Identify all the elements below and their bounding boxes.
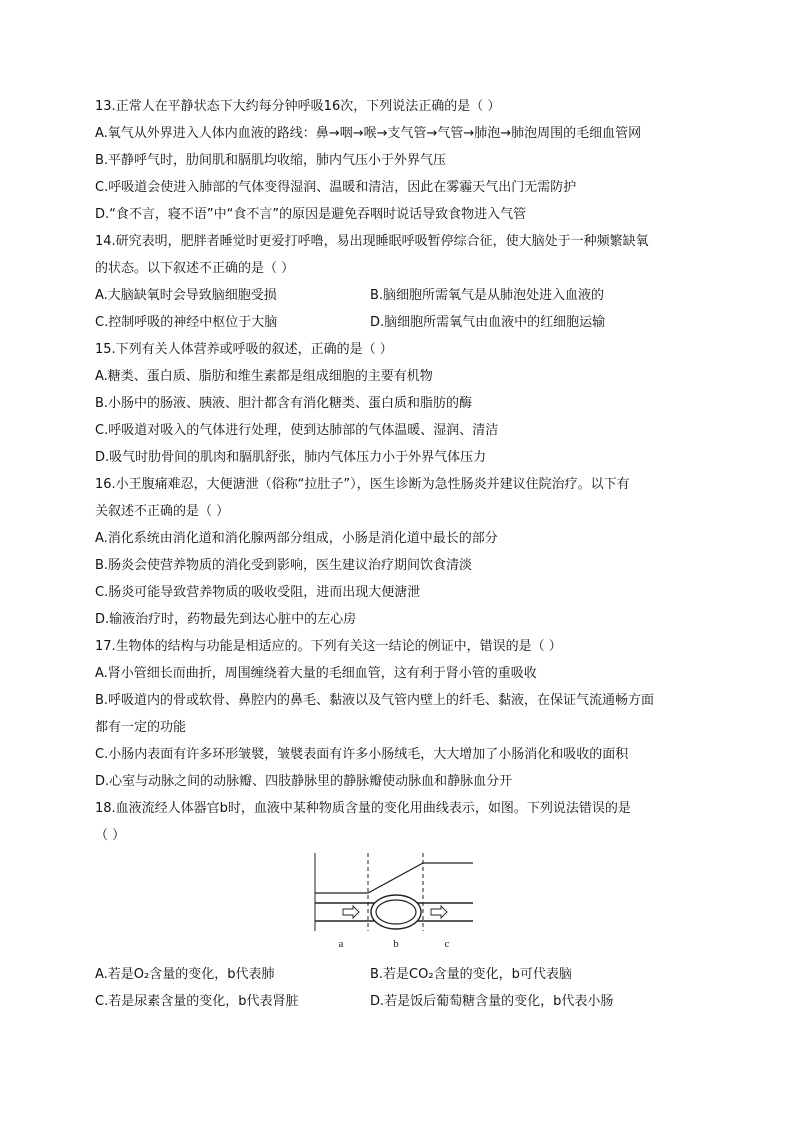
- q14-options-row2: [95, 309, 705, 336]
- flow-arrow-right: [431, 906, 447, 918]
- q14-option-b: B.脑细胞所需氧气是从肺泡处进入血液的: [370, 288, 605, 303]
- q14-stem-line2: 的状态。以下叙述不正确的是（ ）: [95, 261, 295, 276]
- q15-stem: 15.下列有关人体营养或呼吸的叙述，正确的是（ ）: [95, 342, 393, 357]
- q15-option-c: C.呼吸道对吸入的气体进行处理，使到达肺部的气体温暖、湿润、清洁: [95, 423, 499, 438]
- exam-page: [95, 93, 705, 1015]
- q14-option-d: D.脑细胞所需氧气由血液中的红细胞运输: [370, 315, 606, 330]
- q16-option-b: B.肠炎会使营养物质的消化受到影响，医生建议治疗期间饮食清淡: [95, 558, 473, 573]
- q14-option-c: C.控制呼吸的神经中枢位于大脑: [95, 315, 278, 330]
- substance-curve: [315, 863, 473, 893]
- q18-option-b: B.若是CO₂含量的变化，b可代表脑: [370, 967, 572, 982]
- q16-option-d: D.输液治疗时，药物最先到达心脏中的左心房: [95, 612, 357, 627]
- label-b: b: [393, 938, 399, 950]
- q18-options-row2: [95, 988, 705, 1015]
- q18-option-d: D.若是饭后葡萄糖含量的变化，b代表小肠: [370, 994, 614, 1009]
- q18-options-row1: [95, 961, 705, 988]
- flow-arrow-left: [343, 906, 359, 918]
- q16-option-c: C.肠炎可能导致营养物质的吸收受阻，进而出现大便溏泄: [95, 585, 421, 600]
- q14-option-a: A.大脑缺氧时会导致脑细胞受损: [95, 288, 277, 303]
- q16-stem-line1: 16.小王腹痛难忍，大便溏泄（俗称“拉肚子”），医生诊断为急性肠炎并建议住院治疗。以下有: [95, 477, 630, 492]
- q17-option-d: D.心室与动脉之间的动脉瓣、四肢静脉里的静脉瓣使动脉血和静脉血分开: [95, 774, 513, 789]
- q13-option-b: B.平静呼气时，肋间肌和膈肌均收缩，肺内气压小于外界气压: [95, 153, 447, 168]
- label-a: a: [338, 938, 344, 950]
- q18-stem-line1: 18.血液流经人体器官b时，血液中某种物质含量的变化用曲线表示，如图。下列说法错误的是: [95, 801, 631, 816]
- label-c: c: [444, 938, 450, 950]
- q18-option-c: C.若是尿素含量的变化，b代表肾脏: [95, 994, 299, 1009]
- q15-option-d: D.吸气时肋骨间的肌肉和膈肌舒张，肺内气体压力小于外界气体压力: [95, 450, 487, 465]
- q17-option-b-line2: 都有一定的功能: [95, 720, 187, 735]
- q14-stem-line1: 14.研究表明，肥胖者睡觉时更爱打呼噜，易出现睡眠呼吸暂停综合征，使大脑处于一种频繁缺氧: [95, 234, 649, 249]
- q16-stem-line2: 关叙述不正确的是（ ）: [95, 504, 230, 519]
- blood-flow-diagram: [313, 853, 475, 953]
- q13-stem: 13.正常人在平静状态下大约每分钟呼吸16次，下列说法正确的是（ ）: [95, 99, 501, 114]
- q18-figure: [95, 849, 705, 961]
- q15-option-a: A.糖类、蛋白质、脂肪和维生素都是组成细胞的主要有机物: [95, 369, 433, 384]
- q18-stem-line2: （ ）: [95, 828, 126, 843]
- q15-option-b: B.小肠中的肠液、胰液、胆汁都含有消化糖类、蛋白质和脂肪的酶: [95, 396, 473, 411]
- q17-stem: 17.生物体的结构与功能是相适应的。下列有关这一结论的例证中，错误的是（ ）: [95, 639, 562, 654]
- q17-option-b-line1: B.呼吸道内的骨或软骨、鼻腔内的鼻毛、黏液以及气管内壁上的纤毛、黏液，在保证气流通畅方面: [95, 693, 655, 708]
- q17-option-c: C.小肠内表面有许多环形皱襞，皱襞表面有许多小肠绒毛，大大增加了小肠消化和吸收的面积: [95, 747, 629, 762]
- q13-option-a: A.氧气从外界进入人体内血液的路线：鼻→咽→喉→支气管→气管→肺泡→肺泡周围的毛细血管网: [95, 126, 642, 141]
- organ-b-inner: [376, 900, 416, 924]
- q18-option-a: A.若是O₂含量的变化，b代表肺: [95, 967, 275, 982]
- q13-option-c: C.呼吸道会使进入肺部的气体变得湿润、温暖和清洁，因此在雾霾天气出门无需防护: [95, 180, 577, 195]
- q16-option-a: A.消化系统由消化道和消化腺两部分组成，小肠是消化道中最长的部分: [95, 531, 498, 546]
- q14-options-row1: [95, 282, 705, 309]
- q13-option-d: D.“食不言，寝不语”中“食不言”的原因是避免吞咽时说话导致食物进入气管: [95, 207, 527, 222]
- q17-option-a: A.肾小管细长而曲折，周围缠绕着大量的毛细血管，这有利于肾小管的重吸收: [95, 666, 537, 681]
